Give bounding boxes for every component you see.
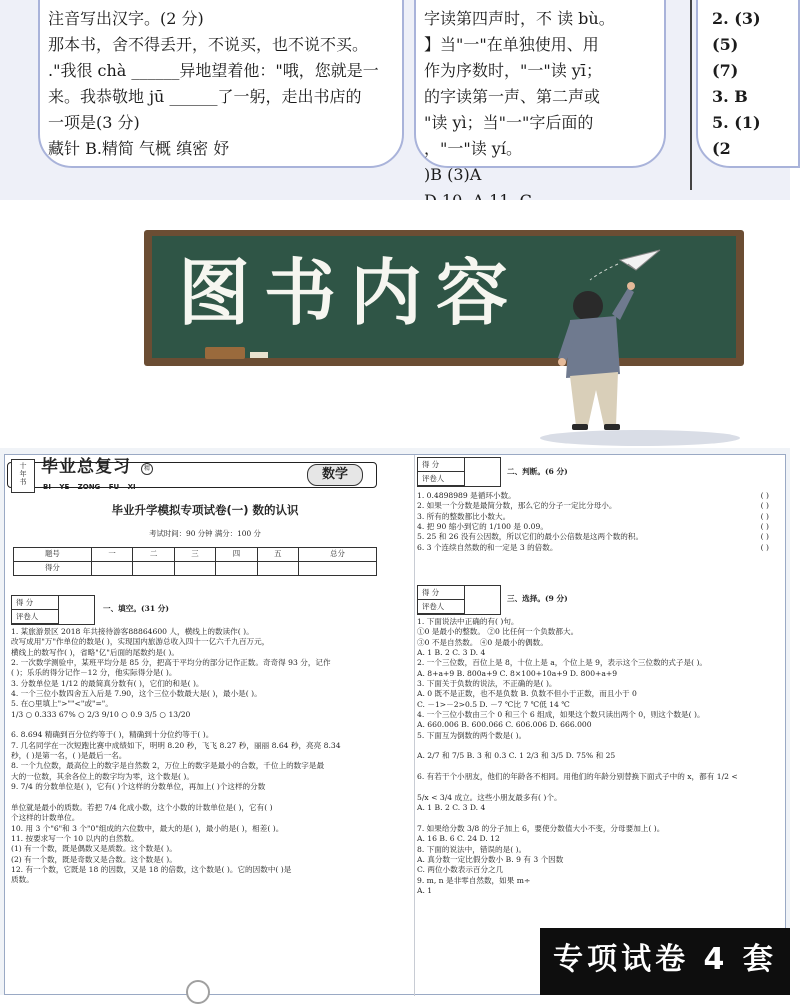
question-line: 个这样的计数单位。 — [11, 813, 80, 823]
answer-line: 注音写出汉字。(2 分) — [48, 9, 204, 28]
question-line: (1) 有一个数，既是偶数又是质数。这个数是( )。 — [11, 844, 177, 854]
grader-reviewer-label: 评卷人 — [12, 610, 58, 624]
question-line: 5. 下面互为倒数的两个数是( )。 — [417, 730, 527, 740]
grader-score-label: 得 分 — [418, 458, 464, 472]
question-line: 横线上的数写作( )，省略"亿"后面的尾数约是( )。 — [11, 647, 179, 657]
exam-title: 毕业升学模拟专项试卷(一) 数的认识 — [111, 503, 299, 517]
question-line: C. －1>－2>0.5 D. －7 ℃比 7 ℃低 14 ℃ — [417, 699, 570, 709]
question-line — [11, 720, 341, 730]
question-line: 8. 一个九位数，最高位上的数字是自然数 2，万位上的数字是最小的合数，千位上的数字是最 — [11, 761, 325, 771]
question-line: 2. 一次数学测验中，某班平均分是 85 分，把高于平均分的部分记作正数。奇奇得 93 分，记作 — [11, 658, 331, 668]
question-line: 12. 有一个数，它既是 18 的因数，又是 18 的倍数，这个数是( )。它的因数中( )是 — [11, 864, 292, 874]
score-table-cell[interactable] — [91, 562, 132, 576]
chalk-icon — [250, 352, 268, 358]
question-line — [417, 491, 787, 501]
question-line: 5/x < 3/4 成立。这些小朋友最多有( )个。 — [417, 792, 562, 802]
score-table-cell[interactable] — [299, 562, 377, 576]
eraser-icon — [205, 347, 245, 359]
question-line: 2. 一个三位数，百位上是 8，十位上是 a，个位上是 9，表示这个三位数的式子是( )。 — [417, 658, 708, 668]
question-line: 9. m, n 是非零自然数，如果 m÷ — [417, 875, 531, 885]
answer-line: 藏针 B.精简 气概 缜密 妤 — [48, 139, 230, 158]
answer-page-right-text — [712, 6, 761, 162]
question-line: C. 两位小数表示百分之几 — [417, 865, 504, 875]
answer-bracket: ( ) — [760, 542, 769, 552]
answer-line: ."我很 chà ______异地望着他："哦，您就是一 — [48, 61, 379, 80]
question-line: ( )；乐乐的得分记作－12 分，他实际得分是( )。 — [11, 668, 177, 678]
book-content-banner — [0, 200, 790, 448]
set-count-badge: 专项试卷 4 套 — [540, 928, 790, 995]
score-table-cell[interactable] — [174, 562, 215, 576]
section1-title: 一、填空。(31 分) — [103, 604, 169, 613]
question-text: 5. 25 和 26 没有公因数，所以它们的最小公倍数是这两个数的积。 — [417, 532, 644, 542]
question-line: ①0 是最小的整数。 ②0 比任何一个负数都大。 — [417, 627, 579, 637]
question-line: (2) 有一个数，既是奇数又是合数。这个数是( )。 — [11, 854, 177, 864]
question-line: 7. 几名同学在一次短跑比赛中成绩如下，明明 8.20 秒，飞飞 8.27 秒，丽丽 8.64 秒，亮亮 8.34 — [11, 740, 341, 750]
answer-line: (7) — [712, 61, 739, 80]
series-pinyin: BI YE ZONG FU XI — [43, 483, 136, 491]
question-line: A. 2/7 和 7/5 B. 3 和 0.3 C. 1 2/3 和 3/5 D. 75% 和 25 — [417, 751, 616, 761]
question-line: A. 0 既不是正数，也不是负数 B. 负数不但小于正数，而且小于 0 — [417, 689, 637, 699]
question-line: A. 660.006 B. 600.066 C. 606.006 D. 666.000 — [417, 720, 592, 730]
question-line: 6. 有若干个小朋友，他们的年龄各不相同。用他们的年龄分别替换下面式子中的 x，都有 1/2 < — [417, 772, 738, 782]
question-line: A. 真分数一定比假分数小 B. 9 有 3 个因数 — [417, 854, 564, 864]
score-table-cell: 得分 — [14, 562, 92, 576]
student-figure-illustration — [520, 248, 670, 438]
question-line — [417, 741, 738, 751]
answer-line: 字读第四声时，不 读 bù。 — [424, 9, 615, 28]
question-line: A. 1 — [417, 885, 433, 895]
question-line — [417, 762, 738, 772]
answer-line: 5. (1) — [712, 113, 761, 132]
binder-ring-icon — [186, 980, 210, 1004]
score-table — [13, 547, 377, 576]
question-line: 7. 如果给分数 3/8 的分子加上 6，要使分数值大小不变，分母要加上( )。 — [417, 823, 665, 833]
answer-bracket: ( ) — [760, 501, 769, 511]
grader-reviewer-label: 评卷人 — [418, 600, 464, 614]
question-text: 1. 0.4898989 是循环小数。 — [417, 491, 516, 500]
section3-question-list — [417, 617, 738, 896]
section1-question-list — [11, 627, 341, 886]
question-line — [11, 793, 341, 803]
answer-page-middle-text — [424, 6, 615, 214]
section2-question-list — [417, 491, 787, 553]
question-text: 2. 如果一个分数是最简分数，那么它的分子一定比分母小。 — [417, 501, 617, 511]
question-line: ③0 不是自然数。 ④0 是最小的偶数。 — [417, 637, 548, 647]
answer-line: ，"一"读 yí。 — [424, 139, 522, 158]
banner-title: 图书内容 — [178, 251, 523, 335]
question-line: A. 1 B. 2 C. 3 D. 4 — [417, 648, 486, 658]
answer-line: "读 yì；当"一"字后面的 — [424, 113, 594, 132]
answer-line: 2. (3) — [712, 9, 761, 28]
paper-plane-icon — [590, 250, 660, 280]
answer-line: 的字读第一声、第二声或 — [424, 87, 601, 106]
question-line — [417, 783, 738, 793]
series-sub-badge: 精 — [141, 463, 153, 475]
question-line: 4. 一个三位小数四舍五入后是 7.90，这个三位小数最大是( )，最小是( )。 — [11, 689, 262, 699]
question-text: 4. 把 90 缩小到它的 1/100 是 0.09。 — [417, 522, 548, 532]
question-line — [417, 543, 787, 553]
question-line: 大的一位数，其余各位上的数字均为零，这个数是( )。 — [11, 771, 194, 781]
question-text: 3. 所有的整数都比小数大。 — [417, 511, 511, 521]
section1-grader-box — [11, 595, 95, 625]
question-line: 6. 8.694 精确到百分位约等于( )，精确到十分位约等于( )。 — [11, 730, 214, 740]
question-line: 3. 分数单位是 1/12 的最简真分数有( )，它们的和是( )。 — [11, 678, 204, 688]
series-title: 毕业总复习 — [41, 457, 131, 477]
section3-title: 三、选择。(9 分) — [507, 594, 568, 603]
grader-score-label: 得 分 — [418, 586, 464, 600]
score-table-cell[interactable] — [257, 562, 298, 576]
answer-page-right — [696, 0, 800, 168]
score-table-header-cell: 五 — [257, 548, 298, 562]
question-line: 质数。 — [11, 875, 34, 885]
question-line: 3. 下面关于负数的说法，不正确的是( )。 — [417, 679, 557, 689]
series-header — [7, 459, 377, 493]
exam-meta: 考试时间：90 分钟 满分：100 分 — [149, 529, 261, 538]
paper-column-divider — [414, 455, 415, 996]
score-table-header-row — [14, 548, 377, 562]
question-line: 5. 在○里填上">""<"或"="。 — [11, 699, 113, 709]
column-divider — [690, 0, 692, 190]
score-table-cell[interactable] — [216, 562, 257, 576]
answer-line: (2 — [712, 139, 731, 158]
grader-score-label: 得 分 — [12, 596, 58, 610]
question-line: 9. 7/4 的分数单位是( )，它有( )个这样的分数单位，再加上( )个这样的分数 — [11, 782, 266, 792]
question-line — [417, 501, 787, 511]
question-text: 6. 3 个连续自然数的和一定是 3 的倍数。 — [417, 542, 558, 552]
answer-line: 作为序数时，"一"读 yī； — [424, 61, 602, 80]
question-line: 单位就是最小的质数。若把 7/4 化成小数，这个小数的计数单位是( )，它有( ) — [11, 802, 273, 812]
section2-title: 二、判断。(6 分) — [507, 467, 568, 476]
exam-paper — [4, 454, 786, 995]
section3-grader-box — [417, 585, 501, 615]
answer-line: 来。我恭敬地 jū ______了一躬，走出书店的 — [48, 87, 362, 106]
question-line: 1/3 ○ 0.333 67% ○ 2/3 9/10 ○ 0.9 3/5 ○ 13/20 — [11, 709, 191, 719]
question-line: 1. 某旅游景区 2018 年共接待游客88864600 人，横线上的数读作( )。 — [11, 627, 254, 636]
score-table-score-row — [14, 562, 377, 576]
answer-bracket: ( ) — [760, 532, 769, 542]
series-logo: 十 年 书 — [11, 459, 35, 493]
question-line — [417, 532, 787, 542]
question-line: 秒，( )是第一名，( )是最后一名。 — [11, 751, 127, 761]
score-table-header-cell: 总分 — [299, 548, 377, 562]
answer-page-left — [38, 0, 404, 168]
grader-reviewer-label: 评卷人 — [418, 472, 464, 486]
answer-page-left-text — [48, 6, 379, 162]
answer-line: 3. B — [712, 87, 748, 106]
score-table-header-cell: 四 — [216, 548, 257, 562]
score-table-header-cell: 一 — [91, 548, 132, 562]
top-preview-strip — [0, 0, 790, 200]
question-line: A. 8+a+9 B. 800a+9 C. 8×100+10a+9 D. 800+a+9 — [417, 668, 618, 678]
score-table-header-cell: 二 — [133, 548, 174, 562]
answer-line: 那本书，舍不得丢开，不说买，也不说不买。 — [48, 35, 369, 54]
question-line: 11. 按要求写一个 10 以内的自然数。 — [11, 833, 139, 843]
question-line: A. 1 B. 2 C. 3 D. 4 — [417, 803, 486, 813]
question-line: A. 16 B. 6 C. 24 D. 12 — [417, 834, 500, 844]
score-table-header-cell: 题号 — [14, 548, 92, 562]
question-line — [417, 814, 738, 824]
question-line: 改写成用"万"作单位的数是( )，实现国内旅游总收入四十一亿六千九百万元， — [11, 637, 270, 647]
question-line: 4. 一个三位小数由三个 0 和三个 6 组成，如果这个数只读出两个 0，则这个数是( )。 — [417, 710, 705, 720]
answer-line: (5) — [712, 35, 739, 54]
answer-line: 】当"一"在单独使用、用 — [424, 35, 599, 54]
answer-page-middle — [414, 0, 666, 184]
score-table-cell[interactable] — [133, 562, 174, 576]
question-line: 8. 下面的说法中，错误的是( )。 — [417, 844, 527, 854]
answer-bracket: ( ) — [760, 511, 769, 521]
subject-badge: 数学 — [307, 464, 363, 486]
question-line: 1. 下面说法中正确的有( )句。 — [417, 617, 519, 626]
answer-bracket: ( ) — [760, 522, 769, 532]
answer-bracket: ( ) — [760, 491, 769, 500]
answer-line: 一项是(3 分) — [48, 113, 140, 132]
question-line — [417, 512, 787, 522]
section2-grader-box — [417, 457, 501, 487]
question-line — [417, 522, 787, 532]
answer-line: )B (3)A — [424, 165, 482, 184]
question-line: 10. 用 3 个"6"和 3 个"0"组成的六位数中，最大的是( )，最小的是( )，相差( )。 — [11, 823, 284, 833]
score-table-header-cell: 三 — [174, 548, 215, 562]
